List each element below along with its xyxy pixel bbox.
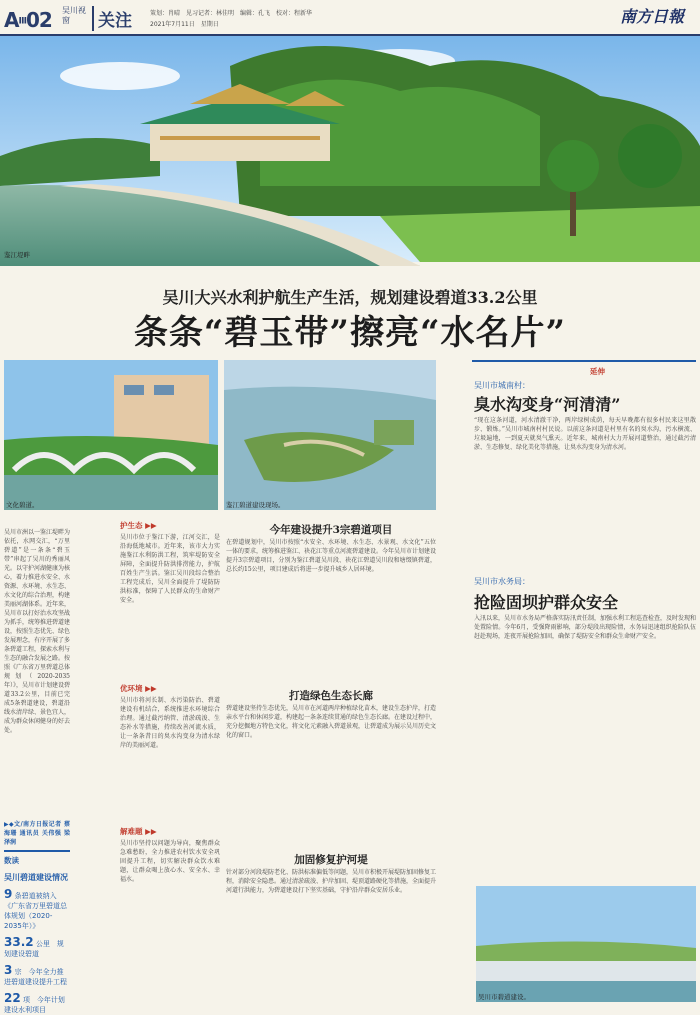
data-box: [4, 850, 70, 1014]
credits: 策划：肖晴 见习记者：林佳明 编辑：孔飞 校对：程新华: [150, 10, 313, 17]
section-body: 吴川市将河长制、水污染防治、碧道建设有机结合，系统推进水环境综合治理。通过截污纳管、清淤疏浚、生态补水等措施，持续改善河流水质，让一条条昔日的臭水沟变身为清水绿岸的美丽河道。: [120, 697, 220, 749]
issue-date: 2021年7月11日 星期日: [150, 21, 219, 28]
subhead-levee: 加固修复护河堤: [294, 854, 368, 866]
bridge-photo: [4, 360, 218, 510]
stat-row: 9 条碧道被纳入《广东省万里碧道总体规划（2020-2035年）》: [4, 887, 67, 930]
hero-illustration: [0, 36, 700, 262]
data-box-title: 吴川碧道建设情况: [4, 873, 68, 882]
story1-kicker: 吴川市城南村：: [474, 381, 530, 390]
body-levee: 针对部分河段堤防老化、防洪标准偏低等问题，吴川市积极开展堤防加固修复工程，消除安全隐患。通过清淤疏浚、护岸加固、堤顶道路硬化等措施，全面提升河道行洪能力，为碧道建设打下坚实基础，守护沿岸群众安居乐业。: [226, 869, 437, 894]
subhead-green: 打造绿色生态长廊: [289, 690, 373, 702]
sidebar-tag: 延伸: [590, 367, 605, 376]
bottom-photo: [476, 886, 696, 1002]
newspaper-logo: 南方日報: [620, 7, 685, 26]
stat-row: 3 宗 今年全力推进碧道建设提升工程: [4, 963, 67, 986]
sections-column: [120, 520, 220, 1000]
stat-row: 22 项 今年计划建设水利项目: [4, 991, 65, 1014]
section-heading: 解难题 ▶▶: [120, 827, 157, 836]
aerial-caption: 鉴江碧道建设现场。: [226, 501, 285, 509]
bridge-illustration: [4, 360, 218, 510]
section-label: 吴川视窗: [62, 6, 86, 25]
headline: 条条“碧玉带”擦亮“水名片”: [133, 313, 567, 353]
masthead: [0, 0, 700, 36]
right-triangle-icon: ▶▶: [145, 827, 157, 836]
sidebar-rule: [472, 360, 696, 362]
section-heading: 护生态 ▶▶: [120, 521, 157, 530]
aerial-illustration: [224, 360, 436, 510]
lead-byline: ▶◆文/南方日报记者 蔡海珊 通讯员 关伟强 梁泽润: [4, 821, 70, 846]
aerial-photo: [224, 360, 436, 510]
stat-row: 33.2 公里 规划建设碧道: [4, 935, 64, 958]
story2-title: 抢险固坝护群众安全: [474, 593, 619, 612]
data-box-label: 数读: [4, 856, 19, 865]
section-body: 吴川市坚持以问题为导向，聚焦群众急难愁盼，全力推进农村饮水安全巩固提升工程，切实解决群众饮水难题，让群众喝上放心水、安全水、幸福水。: [120, 840, 220, 883]
story2-kicker: 吴川市水务局：: [474, 577, 530, 586]
body-projects: 在碧道规划中，吴川市按照“水安全、水环境、水生态、水景观、水文化”五位一体的要求，统筹推进鉴江、袂花江等重点河流碧道建设。今年吴川市计划建设提升3宗碧道项目，分别为鉴江碧道吴川段、袂花江碧道吴川段和塘缀镇碧道，总长约15公里，项目建成后将进一步提升城乡人居环境。: [226, 539, 437, 573]
section-heading: 优环境 ▶▶: [120, 684, 157, 693]
bottom-caption: 吴川市碧道建设。: [478, 993, 530, 1001]
lead-text: 吴川市洲以一鉴江堤畔为依托，水网交汇，“万里碧道”是一条条“碧玉带”串起了吴川的秀丽风光。以守护河湖健康为核心，着力推进水安全、水资源、水环境、水生态、水文化的综合治理，构建美丽河湖体系。近年来，吴川市以打好治水攻坚战为抓手，统筹推进碧道建设，按照生态优先、绿色发展理念，有序开展了多条碧道工程，探索水利与生态的融合发展之路。按照《广东省万里碧道总体规划（2020-2035年）》，吴川市计划建设碧道33.2公里，目前已完成5条碧道建设，碧道沿线水清岸绿、景色宜人，成为群众休闲健身的好去处。: [4, 529, 71, 734]
page-number: AⅢ02: [4, 8, 52, 32]
story1-title: 臭水沟变身“河清清”: [474, 395, 621, 414]
channel-label: 关注: [92, 6, 132, 31]
hero-photo: [0, 36, 700, 262]
bottom-illustration: [476, 886, 696, 1002]
story1-body: “现在这条河道，河水清澈干净，两岸绿树成荫，每天早晚都有很多村民来这里散步、锻炼。”吴川市城南村村民说。以前这条河道是村里有名的臭水沟，污水横流、垃圾遍地，一到夏天就臭气熏天。近年来，城南村大力开展河道整治，通过截污清淤、生态修复、绿化美化等措施，让臭水沟变身为清水河。: [474, 417, 696, 451]
bridge-caption: 文化碧道。: [6, 501, 39, 509]
right-triangle-icon: ▶▶: [145, 521, 157, 530]
subhead-projects: 今年建设提升3宗碧道项目: [269, 524, 393, 536]
hero-caption: 鉴江堤畔: [4, 251, 30, 259]
section-body: 吴川市位于鉴江下游，江河交汇，是沿海低地城市。近年来，该市大力实施鉴江水利防洪工程，筑牢堤防安全屏障，全面提升防洪排涝能力，护航百姓生产生活。鉴江吴川段综合整治工程完成后，吴川全面提升了堤防防洪标准，保障了人民群众的生命财产安全。: [120, 534, 220, 604]
body-green: 碧道建设坚持生态优先，吴川市在河道两岸种植绿化苗木，建设生态护岸，打造亲水平台和休闲步道，构建起一条条连续贯通的绿色生态长廊。在建设过程中，充分挖掘地方特色文化，将文化元素融入碧道景观，让碧道成为展示吴川历史文化的窗口。: [226, 705, 437, 739]
right-triangle-icon: ▶▶: [145, 684, 157, 693]
story2-body: 入汛以来，吴川市水务局严格落实防汛责任制，加强水利工程巡查检查，及时发现和处置险情。今年6月，受强降雨影响，部分堤段出现险情，水务局迅速组织抢险队伍赶赴现场，连夜开展抢险加固，确保了堤防安全和群众生命财产安全。: [474, 615, 697, 640]
kicker: 吴川大兴水利护航生产生活，规划建设碧道33.2公里: [162, 288, 538, 307]
